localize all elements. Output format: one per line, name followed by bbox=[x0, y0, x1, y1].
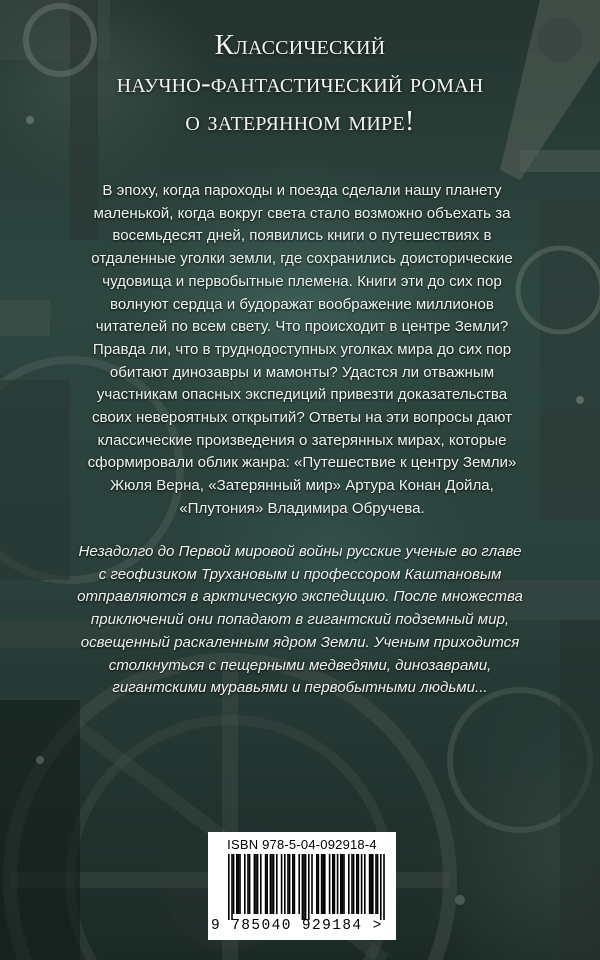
isbn-barcode bbox=[208, 832, 396, 940]
barcode-bar bbox=[294, 854, 296, 914]
synopsis-line: столкнуться с пещерными медведями, динозаврами, bbox=[108, 656, 492, 674]
barcode-bar bbox=[254, 854, 256, 914]
barcode-bar bbox=[361, 854, 363, 914]
description-line: В эпоху, когда пароходы и поезда сделали нашу планету bbox=[102, 182, 502, 199]
barcode-bar bbox=[270, 854, 272, 914]
barcode-bar bbox=[238, 854, 240, 914]
barcode-bar bbox=[265, 854, 267, 914]
synopsis-line: Незадолго до Первой мировой войны русские ученые во главе bbox=[78, 543, 522, 560]
description-line: волнуют сердца и будоражат воображение миллионов bbox=[110, 295, 494, 313]
barcode-bar bbox=[260, 854, 262, 914]
barcode-bar bbox=[271, 854, 273, 914]
barcode-bar bbox=[255, 854, 257, 914]
isbn-number: ISBN 978-5-04-092918-4 bbox=[227, 837, 377, 852]
description-line: своих невероятных открытий? Ответы на эти вопросы дают bbox=[91, 409, 512, 427]
description-paragraph bbox=[68, 180, 536, 521]
barcode-bar bbox=[236, 854, 238, 914]
description-line: участникам опасных экспедиций привезти доказательства bbox=[96, 386, 508, 404]
description-line: отдаленные уголки земли, где сохранились доисторические bbox=[91, 250, 513, 268]
barcode-bar bbox=[233, 854, 235, 914]
barcode-bar bbox=[322, 854, 324, 914]
barcode-bar bbox=[302, 854, 304, 920]
barcode-bar bbox=[239, 854, 241, 914]
description-line: чудовища и первобытные племена. Книги эти до сих пор bbox=[102, 272, 502, 290]
barcode-bar bbox=[231, 854, 233, 920]
synopsis-line: отправляются в арктическую экспедицию. После множества bbox=[77, 588, 523, 606]
description-line: обитают динозавры и мамонты? Удастся ли отважным bbox=[109, 363, 495, 381]
barcode-bar bbox=[281, 854, 283, 914]
barcode-bar bbox=[324, 854, 326, 914]
heading-line: научно-фантастический роман bbox=[116, 67, 484, 99]
barcode-bar bbox=[377, 854, 379, 914]
barcode-bar bbox=[337, 854, 339, 914]
synopsis-paragraph bbox=[58, 541, 542, 700]
barcode-bar bbox=[303, 854, 305, 920]
barcode-bar bbox=[383, 854, 385, 920]
barcode-bar bbox=[342, 854, 344, 914]
barcode-bar bbox=[380, 854, 382, 920]
barcode-bar bbox=[287, 854, 289, 914]
barcode-bar bbox=[348, 854, 350, 914]
description-line: читателей по всем свету. Что происходит в центре Земли? bbox=[95, 318, 509, 336]
barcode-bar bbox=[340, 854, 342, 914]
barcode-bar bbox=[334, 854, 336, 914]
barcode-bar bbox=[292, 854, 294, 914]
barcode-bar bbox=[298, 854, 300, 914]
barcode-bar bbox=[228, 854, 230, 920]
barcode-bar bbox=[372, 854, 374, 914]
barcode-bar bbox=[247, 854, 249, 914]
barcode-bar bbox=[311, 854, 313, 914]
description-line: маленькой, когда вокруг света стало возможно объехать за bbox=[93, 204, 511, 222]
synopsis-line: гигантскими муравьями и первобытными людьми... bbox=[112, 679, 488, 697]
barcode-bar bbox=[369, 854, 371, 914]
barcode-bar bbox=[358, 854, 360, 914]
barcode-bar bbox=[316, 854, 318, 914]
barcode-bar bbox=[289, 854, 291, 914]
barcode-bar bbox=[276, 854, 278, 914]
barcode-bar bbox=[356, 854, 358, 914]
barcode-bar bbox=[305, 854, 307, 920]
barcode-bar bbox=[364, 854, 366, 914]
heading-line: о затерянном мире! bbox=[185, 105, 415, 137]
heading-line: Классический bbox=[214, 29, 386, 61]
description-line: «Плутония» Владимира Обручева. bbox=[179, 499, 425, 517]
barcode-bar bbox=[329, 854, 331, 914]
barcode-digits: 9 785040 929184 > bbox=[211, 918, 383, 934]
barcode-bar bbox=[284, 854, 286, 914]
synopsis-line: приключений они попадают в гигантский подземный мир, bbox=[90, 611, 510, 629]
description-line: Правда ли, что в труднодоступных уголках мира до сих пор bbox=[92, 340, 512, 358]
barcode-bar bbox=[266, 854, 268, 914]
barcode-bar bbox=[249, 854, 251, 914]
barcode-bar bbox=[370, 854, 372, 914]
cover-heading bbox=[20, 26, 580, 140]
barcode-bar bbox=[343, 854, 345, 914]
barcode-bar bbox=[353, 854, 355, 914]
synopsis-line: с геофизиком Трухановым и профессором Каштановым bbox=[98, 565, 502, 583]
barcode-bar bbox=[351, 854, 353, 914]
description-line: восемьдесят дней, появились книги о путешествиях в bbox=[112, 227, 492, 245]
description-line: сформировали облик жанра: «Путешествие к центру Земли» bbox=[87, 454, 517, 472]
description-line: классические произведения о затерянных мирах, которые bbox=[97, 431, 507, 449]
barcode-bar bbox=[375, 854, 377, 914]
synopsis-line: освещенный раскаленным ядром Земли. Ученым приходится bbox=[80, 633, 520, 651]
barcode-bar bbox=[321, 854, 323, 914]
description-line: Жюля Верна, «Затерянный мир» Артура Конан Дойла, bbox=[110, 477, 494, 495]
barcode-bar bbox=[308, 854, 310, 920]
barcode-bar bbox=[273, 854, 275, 914]
barcode-bar bbox=[244, 854, 246, 914]
barcode-bar bbox=[332, 854, 334, 914]
barcode-bar bbox=[257, 854, 259, 914]
barcode-bar bbox=[318, 854, 320, 914]
